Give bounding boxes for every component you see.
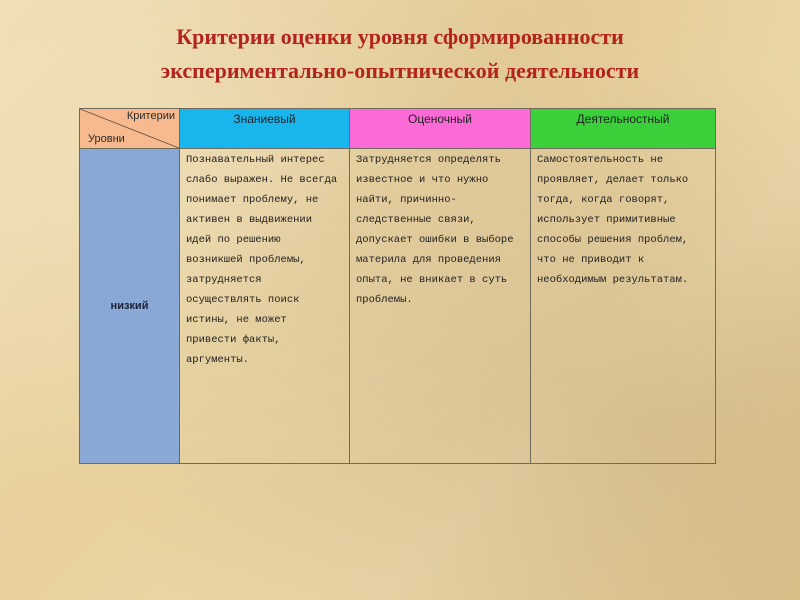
- title-line-2: экспериментально-опытнической деятельности: [160, 58, 640, 83]
- column-header-activity: Деятельностный: [531, 109, 716, 149]
- slide-title: [0, 20, 800, 88]
- cell-evaluative-low: [350, 149, 531, 464]
- column-header-knowledge: Знаниевый: [180, 109, 350, 149]
- table-row: [80, 149, 716, 464]
- corner-header-cell: [80, 109, 180, 149]
- column-header-evaluative: Оценочный: [350, 109, 531, 149]
- table-header-row: [80, 109, 716, 149]
- corner-criteria-label: Критерии: [126, 110, 175, 122]
- cell-text: Самостоятельность не проявляет, делает только тогда, когда говорят, использует примитивные способы решения проблем, что не приводит к необходимым результатам.: [537, 154, 689, 286]
- title-line-1: Критерии оценки уровня сформированности: [176, 24, 624, 49]
- cell-text: Затрудняется определять известное и что нужно найти, причинно-следственные связи, допускает ошибки в выборе материла для проведения опыта, не вникает в суть проблемы.: [356, 154, 514, 306]
- level-label-low: низкий: [80, 149, 180, 464]
- cell-activity-low: [531, 149, 716, 464]
- cell-knowledge-low: [180, 149, 350, 464]
- cell-text: Познавательный интерес слабо выражен. Не всегда понимает проблему, не активен в выдвижении идей по решению возникшей проблемы, затрудняется осуществлять поиск истины, не может привести факты, аргументы.: [186, 154, 338, 366]
- corner-levels-label: Уровни: [88, 133, 125, 145]
- criteria-table: [79, 108, 716, 464]
